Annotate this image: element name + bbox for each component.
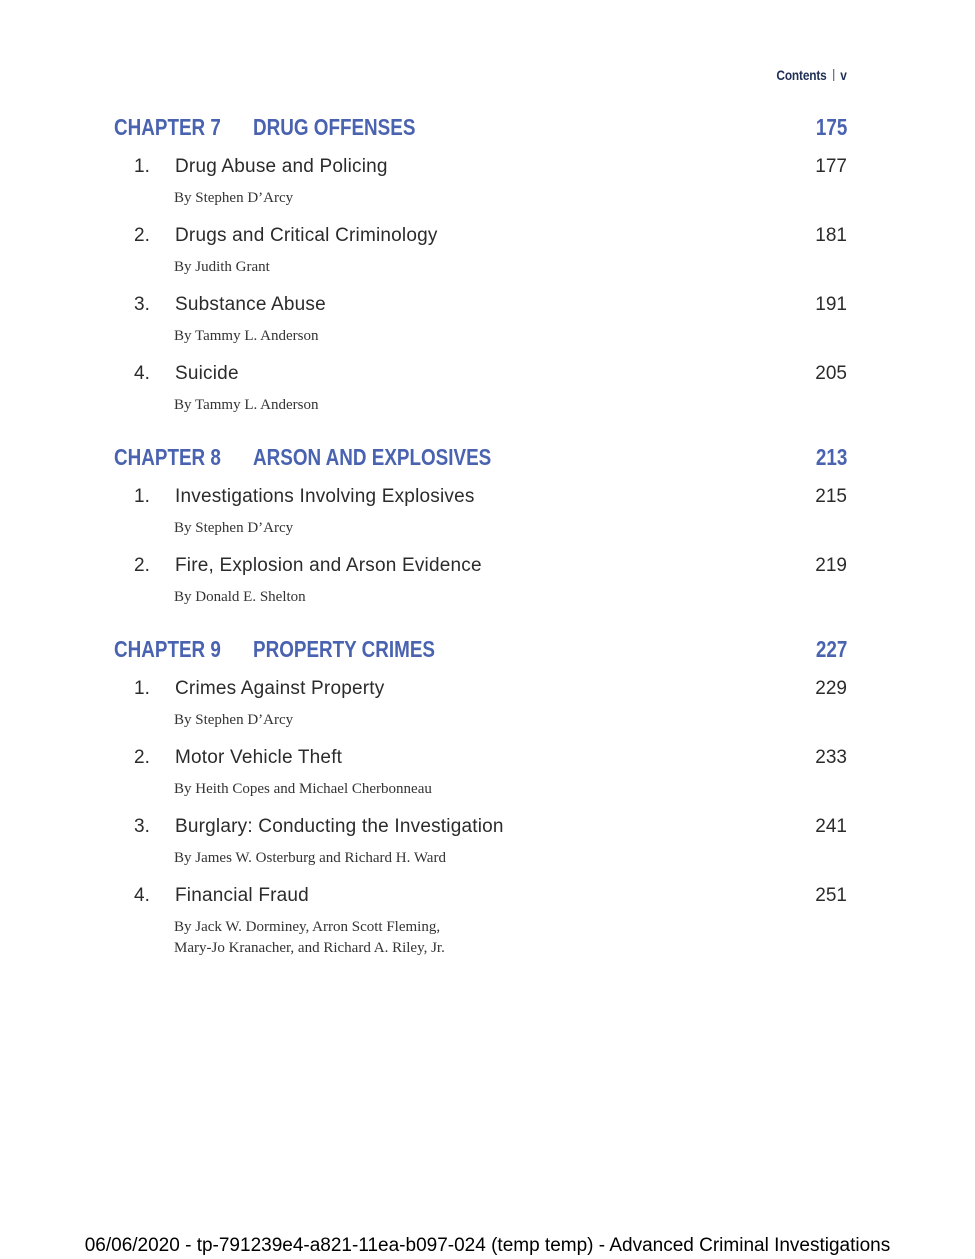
toc-entry — [114, 555, 847, 624]
entry-title: Crimes Against Property — [175, 678, 385, 699]
entry-byline: By Tammy L. Anderson — [174, 328, 319, 344]
chapter-page: 213 — [815, 444, 847, 470]
entry-number: 3. — [134, 816, 150, 837]
entry-byline — [174, 917, 445, 959]
running-head-label: Contents — [776, 67, 827, 83]
running-head-page: v — [840, 67, 847, 83]
toc-entry — [114, 747, 847, 816]
entry-page: 181 — [815, 225, 847, 246]
chapter-heading — [114, 636, 847, 666]
chapter-page: 175 — [815, 114, 847, 140]
entry-byline: By Stephen D’Arcy — [174, 190, 294, 206]
entry-page: 241 — [815, 816, 847, 837]
entry-title: Burglary: Conducting the Investigation — [175, 816, 504, 837]
chapter-label: CHAPTER 8 — [114, 444, 221, 470]
entry-byline: By Heith Copes and Michael Cherbonneau — [174, 781, 432, 797]
entry-number: 2. — [134, 747, 150, 768]
running-head-divider — [834, 69, 835, 81]
entry-byline: By Judith Grant — [174, 259, 270, 275]
running-head — [777, 67, 847, 83]
chapter-heading — [114, 444, 847, 474]
entry-number: 1. — [134, 486, 150, 507]
entry-page: 219 — [815, 555, 847, 576]
entry-number: 3. — [134, 294, 150, 315]
chapter-heading — [114, 114, 847, 144]
entry-title: Investigations Involving Explosives — [175, 486, 475, 507]
toc-entry — [114, 294, 847, 363]
entry-page: 251 — [815, 885, 847, 906]
toc-entry — [114, 156, 847, 225]
chapter-label: CHAPTER 9 — [114, 636, 221, 662]
entry-page: 233 — [815, 747, 847, 768]
entry-page: 229 — [815, 678, 847, 699]
chapter-page: 227 — [815, 636, 847, 662]
entry-byline-line: Mary-Jo Kranacher, and Richard A. Riley, Jr. — [174, 940, 445, 956]
toc-entry — [114, 486, 847, 555]
toc-entry — [114, 678, 847, 747]
entry-title: Financial Fraud — [175, 885, 309, 906]
chapter-title: DRUG OFFENSES — [253, 114, 416, 140]
chapter-title: ARSON AND EXPLOSIVES — [253, 444, 492, 470]
entry-byline-line: By Jack W. Dorminey, Arron Scott Fleming, — [174, 919, 441, 935]
entry-page: 205 — [815, 363, 847, 384]
chapter-8 — [114, 444, 847, 624]
entry-title: Drugs and Critical Criminology — [175, 225, 438, 246]
entry-title: Suicide — [175, 363, 239, 384]
toc-entry — [114, 816, 847, 885]
entry-page: 191 — [815, 294, 847, 315]
toc-entry — [114, 363, 847, 432]
entry-page: 215 — [815, 486, 847, 507]
entry-byline: By Donald E. Shelton — [174, 589, 306, 605]
entry-title: Fire, Explosion and Arson Evidence — [175, 555, 482, 576]
chapter-label: CHAPTER 7 — [114, 114, 221, 140]
entry-title: Motor Vehicle Theft — [175, 747, 343, 768]
entry-byline: By Stephen D’Arcy — [174, 520, 294, 536]
chapter-title: PROPERTY CRIMES — [253, 636, 436, 662]
entry-number: 2. — [134, 225, 150, 246]
entry-number: 2. — [134, 555, 150, 576]
entry-number: 4. — [134, 885, 150, 906]
print-footer: 06/06/2020 - tp-791239e4-a821-11ea-b097-024 (temp temp) - Advanced Criminal Investigations — [84, 1235, 891, 1256]
entry-number: 1. — [134, 156, 150, 177]
entry-byline: By James W. Osterburg and Richard H. Ward — [174, 850, 446, 866]
toc-entry — [114, 885, 847, 975]
entry-number: 4. — [134, 363, 150, 384]
entry-byline: By Stephen D’Arcy — [174, 712, 294, 728]
entry-title: Substance Abuse — [175, 294, 326, 315]
chapter-9 — [114, 636, 847, 975]
chapter-7 — [114, 114, 847, 432]
entry-page: 177 — [815, 156, 847, 177]
entry-byline: By Tammy L. Anderson — [174, 397, 319, 413]
entry-title: Drug Abuse and Policing — [175, 156, 388, 177]
toc-entry — [114, 225, 847, 294]
entry-number: 1. — [134, 678, 150, 699]
